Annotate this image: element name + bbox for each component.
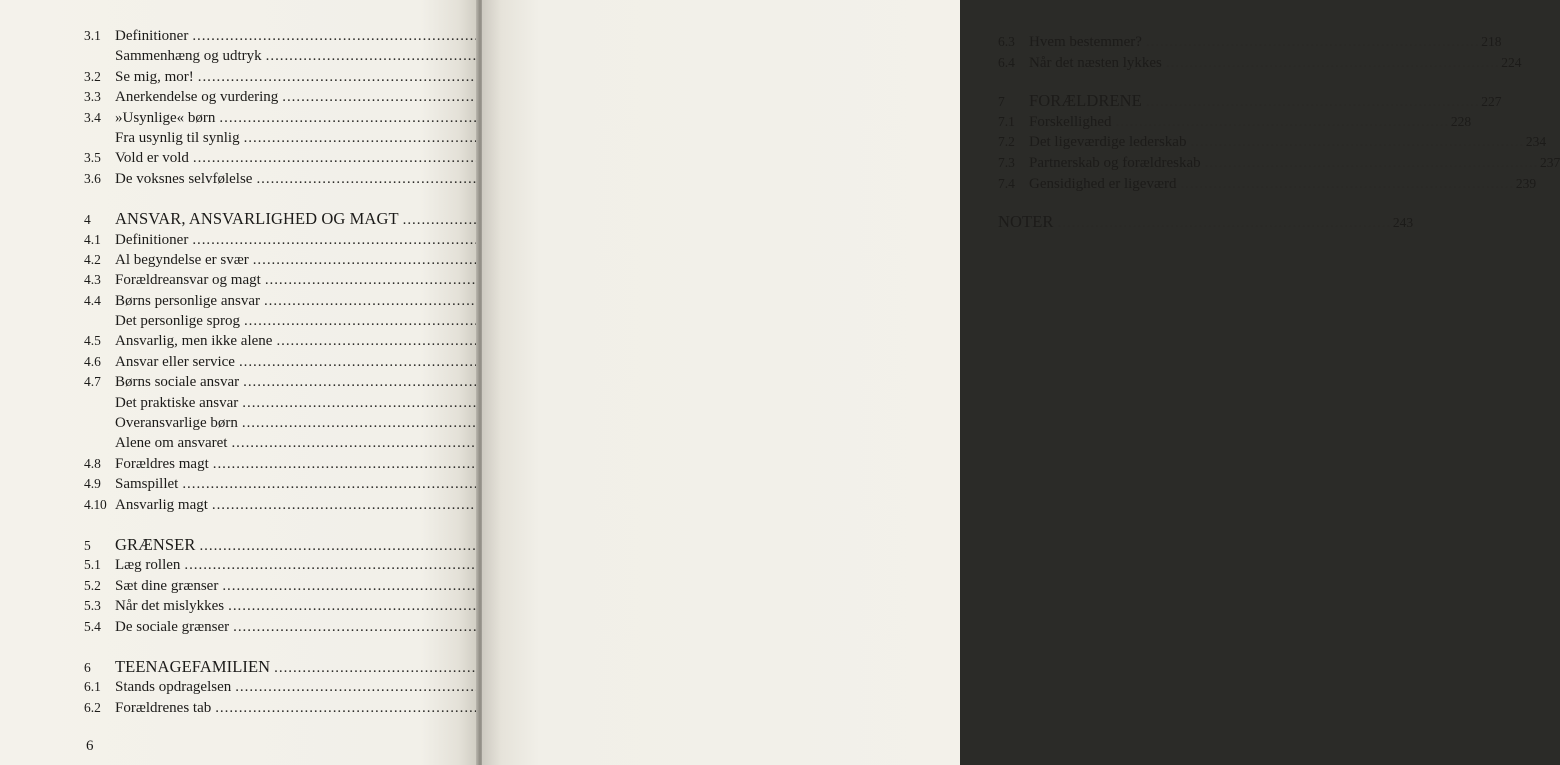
toc-entry <box>84 495 462 515</box>
dot-leader <box>1146 32 1477 53</box>
toc-entry-title: Det praktiske ansvar <box>115 394 239 411</box>
toc-chapter-entry <box>84 209 462 229</box>
toc-entry-number: 4.2 <box>84 251 101 267</box>
toc-entry-title: Vold er vold <box>115 150 189 167</box>
toc-entry <box>84 698 462 718</box>
toc-entry-number: 6.2 <box>84 699 101 715</box>
right-page <box>482 0 1560 765</box>
toc-entry <box>84 331 462 351</box>
toc-entry-page: 227 <box>1481 94 1502 110</box>
toc-entry <box>998 174 1537 195</box>
dot-leader <box>182 474 513 494</box>
toc-entry-number: 3.1 <box>84 28 101 43</box>
toc-entry <box>84 617 462 637</box>
toc-entry-number: 6.3 <box>998 34 1015 49</box>
dot-leader <box>184 555 515 575</box>
toc-entry-title: Al begyndelse er svær <box>115 251 249 268</box>
toc-entry-number: 7.1 <box>998 113 1015 129</box>
toc-entry-number: 4.1 <box>84 231 101 247</box>
toc-chapter-entry <box>84 657 462 677</box>
toc-entry-title: FORÆLDRENE <box>1029 91 1142 111</box>
toc-entry-number: 6.4 <box>998 54 1015 70</box>
toc-entry-title: Anerkendelse og vurdering <box>115 89 279 106</box>
toc-left <box>84 26 462 718</box>
toc-entry-number: 4 <box>84 212 91 228</box>
toc-entry-title: Forældreansvar og magt <box>115 272 261 289</box>
toc-entry-title: Hvem bestemmer? <box>1029 34 1142 50</box>
toc-right <box>998 32 1560 233</box>
toc-entry-title: GRÆNSER <box>115 534 196 554</box>
toc-entry-number: 5.4 <box>84 618 101 634</box>
dot-leader <box>192 26 523 46</box>
toc-entry <box>84 46 462 66</box>
toc-entry-page: 228 <box>1450 113 1472 129</box>
toc-entry <box>84 677 462 697</box>
toc-entry-number: 6.1 <box>84 679 101 695</box>
toc-entry-title: Når det mislykkes <box>115 598 225 615</box>
toc-entry <box>84 291 462 311</box>
toc-entry-title: Ansvarlig, men ikke alene <box>115 333 273 350</box>
toc-entry-number: 7 <box>998 94 1005 110</box>
toc-entry <box>84 67 462 87</box>
toc-entry <box>84 128 462 148</box>
toc-entry <box>998 132 1547 153</box>
toc-entry-page: 239 <box>1515 175 1537 191</box>
toc-entry-title: Definitioner <box>115 28 189 44</box>
toc-entry <box>84 230 462 250</box>
toc-entry-number: 3.6 <box>84 170 101 186</box>
toc-entry-title: Børns personlige ansvar <box>115 292 260 309</box>
toc-entry-number: 3.4 <box>84 109 101 125</box>
toc-entry <box>84 555 462 575</box>
toc-entry-number: 4.3 <box>84 272 101 288</box>
page-number: 6 <box>86 738 94 754</box>
toc-entry-title: Børns sociale ansvar <box>115 374 240 391</box>
toc-entry <box>84 352 462 372</box>
toc-entry <box>84 148 462 168</box>
toc-entry-number: 7.2 <box>998 134 1015 150</box>
toc-entry <box>84 108 462 128</box>
toc-entry <box>84 433 462 453</box>
toc-chapter-entry <box>998 212 1414 233</box>
toc-entry-number: 4.5 <box>84 333 101 349</box>
dot-leader <box>192 230 523 250</box>
toc-entry-number: 7.4 <box>998 175 1015 191</box>
toc-entry-title: Læg rollen <box>115 557 181 574</box>
toc-entry-title: »Usynlige« børn <box>115 109 216 126</box>
toc-entry <box>84 87 462 107</box>
toc-entry-title: Forældres magt <box>115 455 209 472</box>
toc-entry-page: 224 <box>1501 54 1522 70</box>
toc-entry <box>84 169 462 189</box>
toc-entry-number: 3.3 <box>84 89 101 105</box>
left-page <box>0 0 478 765</box>
toc-entry <box>998 153 1560 174</box>
toc-entry-number: 5 <box>84 537 91 553</box>
toc-entry-number: 4.7 <box>84 374 101 390</box>
toc-entry <box>84 26 462 46</box>
toc-entry <box>998 112 1472 133</box>
dot-leader <box>1116 112 1447 133</box>
toc-entry-page: 218 <box>1481 34 1502 49</box>
toc-chapter-entry <box>998 91 1502 112</box>
toc-entry-title: Gensidighed er ligeværd <box>1029 175 1177 192</box>
toc-entry-number: 4.10 <box>84 496 107 512</box>
toc-entry-page: 237 <box>1539 154 1560 170</box>
toc-entry-title: Det personlige sprog <box>115 313 240 330</box>
toc-entry-title: Det ligeværdige lederskab <box>1029 134 1187 151</box>
toc-entry-title: Når det næsten lykkes <box>1029 54 1162 71</box>
toc-entry-title: Sæt dine grænser <box>115 577 219 594</box>
toc-entry <box>84 393 462 413</box>
toc-entry-number: 4.9 <box>84 476 101 492</box>
toc-entry-number: 6 <box>84 659 91 675</box>
toc-entry-page: 234 <box>1525 134 1547 150</box>
toc-entry-title: TEENAGEFAMILIEN <box>115 656 271 676</box>
toc-entry-number: 4.8 <box>84 455 101 471</box>
dot-leader <box>1058 213 1389 234</box>
toc-entry <box>84 311 462 331</box>
toc-entry-number: 7.3 <box>998 154 1015 170</box>
toc-entry-title: Overansvarlige børn <box>115 415 238 432</box>
toc-entry <box>84 596 462 616</box>
toc-entry-title: Partnerskab og forældreskab <box>1029 154 1201 171</box>
toc-entry-title: ANSVAR, ANSVARLIGHED OG MAGT <box>115 209 399 229</box>
toc-entry-title: Forældrenes tab <box>115 699 212 716</box>
dot-leader <box>1205 153 1536 174</box>
toc-chapter-entry <box>84 535 462 555</box>
toc-entry-title: Se mig, mor! <box>115 68 194 85</box>
toc-entry-title: De sociale grænser <box>115 618 230 635</box>
toc-entry-page: 243 <box>1392 215 1414 231</box>
toc-entry-number: 3.5 <box>84 150 101 166</box>
dot-leader <box>1180 174 1511 195</box>
toc-entry <box>84 474 462 494</box>
dot-leader <box>193 148 524 168</box>
toc-entry-title: Forskellighed <box>1029 113 1112 130</box>
dot-leader <box>1146 92 1477 113</box>
dot-leader <box>1190 132 1521 153</box>
toc-entry <box>84 576 462 596</box>
toc-entry-title: Stands opdragelsen <box>115 679 232 696</box>
toc-entry-number: 5.2 <box>84 577 101 593</box>
toc-entry-title: Sammenhæng og udtryk <box>115 48 262 65</box>
toc-entry <box>84 413 462 433</box>
toc-entry-title: Ansvar eller service <box>115 353 235 370</box>
toc-entry-title: Alene om ansvaret <box>115 435 228 452</box>
toc-entry-title: Ansvarlig magt <box>115 496 208 513</box>
toc-entry-title: Samspillet <box>115 476 179 493</box>
toc-entry-title: NOTER <box>998 212 1054 232</box>
toc-entry-title: De voksnes selvfølelse <box>115 170 253 187</box>
dot-leader <box>1166 53 1497 74</box>
toc-entry-number: 4.4 <box>84 292 101 308</box>
toc-entry-number: 4.6 <box>84 353 101 369</box>
toc-entry-number: 5.1 <box>84 557 101 573</box>
toc-entry-number: 3.2 <box>84 68 101 84</box>
toc-entry-title: Definitioner <box>115 231 189 248</box>
toc-entry <box>84 372 462 392</box>
toc-entry <box>84 454 462 474</box>
toc-entry-title: Fra usynlig til synlig <box>115 129 240 146</box>
toc-entry <box>84 250 462 270</box>
toc-entry <box>84 270 462 290</box>
toc-entry-number: 5.3 <box>84 598 101 614</box>
toc-entry <box>998 53 1522 74</box>
toc-entry <box>998 32 1502 53</box>
